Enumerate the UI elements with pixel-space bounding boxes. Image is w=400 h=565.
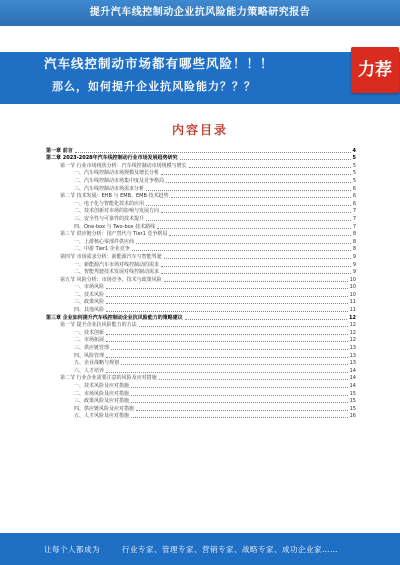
toc-entry[interactable]: [46, 397, 356, 405]
toc-entry-text: 二、技术风险: [74, 291, 105, 298]
footer-bar: [0, 533, 400, 565]
toc-entry[interactable]: [46, 275, 356, 283]
toc-page-number: 8: [352, 231, 356, 238]
toc-leader-dots: [146, 220, 351, 221]
toc-entry-text: 第五节 风险分析：市场竞争、技术与政策风险: [60, 276, 162, 283]
toc-entry[interactable]: [46, 290, 356, 298]
toc-page-number: 15: [349, 405, 356, 412]
toc-page-number: 15: [349, 390, 356, 397]
toc-leader-dots: [164, 258, 351, 259]
toc-entry[interactable]: [46, 389, 356, 397]
toc-leader-dots: [159, 379, 348, 380]
toc-leader-dots: [106, 334, 348, 335]
toc-entry-text: 第二节 技术发展：EHB 与 EMB、EMB 技术趋势: [60, 193, 169, 200]
toc-page-number: 6: [352, 185, 356, 192]
toc-leader-dots: [121, 364, 348, 365]
toc-entry[interactable]: [46, 169, 356, 177]
toc-leader-dots: [75, 152, 351, 153]
toc-page-number: 13: [349, 352, 356, 359]
toc-page-number: 14: [349, 375, 356, 382]
toc-page-number: 12: [349, 329, 356, 336]
toc-leader-dots: [166, 182, 351, 183]
toc-page-number: 11: [349, 307, 356, 314]
toc-leader-dots: [169, 235, 350, 236]
toc-leader-dots: [131, 417, 348, 418]
recommend-stamp: 力荐: [351, 47, 399, 93]
toc-entry-text: 二、技术创新对市场的影响与发展方向: [74, 208, 160, 215]
toc-entry-text: 五、企业战略与规划: [74, 360, 120, 367]
toc-leader-dots: [161, 212, 351, 213]
toc-leader-dots: [139, 326, 348, 327]
toc-page-number: 7: [352, 223, 356, 230]
toc-leader-dots: [185, 319, 347, 320]
report-title: 提升汽车线控制动企业抗风险能力策略研究报告: [89, 7, 311, 18]
toc-leader-dots: [171, 197, 351, 198]
toc-page-number: 6: [352, 200, 356, 207]
toc-leader-dots: [161, 273, 351, 274]
toc-entry-text: 一、上游核心零部件供应商: [74, 238, 135, 245]
footer-slogan-right: 行业专家、管理专家、营销专家、战略专家、成功企业家……: [122, 545, 338, 554]
toc-entry-text: 四、风险管理: [74, 352, 105, 359]
toc-leader-dots: [161, 266, 351, 267]
footer-slogan-left: 让每个人都成为: [44, 545, 100, 554]
toc-entry-text: 一、市场风险: [74, 284, 105, 291]
toc-leader-dots: [146, 205, 351, 206]
toc-page-number: 10: [349, 284, 356, 291]
toc-leader-dots: [161, 174, 351, 175]
toc-leader-dots: [180, 159, 351, 160]
toc-entry[interactable]: [46, 381, 356, 389]
toc-entry[interactable]: [46, 207, 356, 215]
toc-page-number: 12: [349, 314, 356, 321]
toc-entry-text: 三、安全性与可靠性的技术提升: [74, 215, 145, 222]
toc-leader-dots: [111, 349, 348, 350]
toc-entry[interactable]: [46, 404, 356, 412]
toc-leader-dots: [131, 387, 348, 388]
toc-entry-text: 一、技术风险及应对措施: [74, 383, 130, 389]
toc-page-number: 15: [349, 398, 356, 405]
toc-leader-dots: [106, 311, 348, 312]
toc-entry[interactable]: [46, 321, 356, 329]
toc-page-number: 14: [349, 383, 356, 389]
toc-leader-dots: [164, 281, 348, 282]
toc-entry-text: 第一节 行业市场现状分析：汽车线控制动市场规模与增长: [60, 162, 187, 169]
toc-leader-dots: [106, 288, 348, 289]
toc-leader-dots: [146, 190, 351, 191]
toc-entry[interactable]: [46, 343, 356, 351]
toc-page-number: 12: [349, 322, 356, 329]
toc-page-number: 7: [352, 208, 356, 215]
toc-entry-text: 第二章 2023-2028年汽车线控制动行业市场发展趋势研究: [46, 155, 178, 162]
toc-entry[interactable]: [46, 366, 356, 374]
toc-entry[interactable]: [46, 260, 356, 268]
toc-page-number: 5: [352, 170, 356, 177]
toc-entry[interactable]: [46, 336, 356, 344]
toc-page-number: 5: [352, 177, 356, 184]
toc-entry[interactable]: [46, 245, 356, 253]
toc-page-number: 5: [352, 155, 356, 162]
toc-entry-text: 三、政策风险: [74, 299, 105, 306]
toc-entry[interactable]: [46, 252, 356, 260]
toc-entry[interactable]: [46, 328, 356, 336]
toc-entry[interactable]: [46, 154, 356, 162]
toc-entry-text: 一、新能源汽车市场对线控制动的需求: [74, 261, 160, 268]
toc-page-number: 5: [352, 162, 356, 169]
toc-entry-text: 四、供应链风险及应对措施: [74, 405, 135, 412]
toc-page-number: 6: [352, 193, 356, 200]
toc-entry[interactable]: [46, 214, 356, 222]
toc-page-number: 9: [352, 269, 356, 276]
toc-page-number: 4: [352, 147, 356, 154]
toc-entry[interactable]: [46, 176, 356, 184]
promo-banner: [0, 52, 400, 104]
toc-entry[interactable]: [46, 237, 356, 245]
toc-page-number: 13: [349, 360, 356, 367]
toc-page-number: 11: [349, 299, 356, 306]
toc-page-number: 8: [352, 246, 356, 253]
toc-entry-text: 四、其他风险: [74, 307, 105, 314]
toc-entry-text: 第三章 企业如何提升汽车线控制动企业抗风险能力的策略建议: [46, 314, 183, 321]
toc-entry-text: 三、政策风险及应对措施: [74, 398, 130, 405]
report-header-bar: [0, 0, 400, 26]
toc-entry-text: 三、供应链管理: [74, 345, 110, 352]
toc-page-number: 12: [349, 337, 356, 344]
toc-entry[interactable]: [46, 222, 356, 230]
toc-entry[interactable]: [46, 199, 356, 207]
toc-entry[interactable]: [46, 359, 356, 367]
toc-leader-dots: [136, 410, 348, 411]
toc-entry[interactable]: [46, 161, 356, 169]
toc-page-number: 9: [352, 261, 356, 268]
toc-page-number: 9: [352, 253, 356, 260]
toc-entry[interactable]: [46, 184, 356, 192]
toc-entry-text: 二、市场风险及应对措施: [74, 390, 130, 397]
toc-entry-text: 一、技术创新: [74, 329, 105, 336]
toc-page-number: 7: [352, 215, 356, 222]
toc-entry-text: 一、汽车线控制动市场规模及增长分析: [74, 170, 160, 177]
toc-entry-text: 二、汽车线控制动市场集中度及竞争格局: [74, 177, 165, 184]
toc-leader-dots: [131, 395, 348, 396]
toc-entry-text: 第四节 市场需求分析：新能源汽车与智能驾驶: [60, 253, 162, 260]
toc-entry-text: 二、中游 Tier1 企业竞争: [74, 246, 130, 253]
toc-leader-dots: [106, 357, 348, 358]
toc-entry[interactable]: [46, 305, 356, 313]
toc-entry[interactable]: [46, 283, 356, 291]
toc-title: 内容目录: [171, 123, 228, 137]
toc-entry[interactable]: [46, 268, 356, 276]
toc-entry-text: 第一节 提升企业抗风险能力的方法: [60, 322, 137, 329]
toc-entry-text: 四、One-box 与 Two-box 技术路线: [74, 223, 156, 230]
toc-leader-dots: [106, 296, 348, 297]
toc-entry-text: 三、汽车线控制动市场需求分析: [74, 185, 145, 192]
toc-entry[interactable]: [46, 374, 356, 382]
toc-leader-dots: [106, 372, 348, 373]
toc-leader-dots: [132, 250, 351, 251]
toc-entry-text: 一、电子化与智能化技术的应用: [74, 200, 145, 207]
toc-entry[interactable]: [46, 298, 356, 306]
toc-page-number: 16: [349, 413, 356, 420]
banner-subheadline: 那么，如何提升企业抗风险能力？？？: [52, 80, 256, 93]
toc-page-number: 14: [349, 367, 356, 374]
toc-leader-dots: [157, 228, 351, 229]
toc-page-number: 8: [352, 238, 356, 245]
toc-leader-dots: [131, 402, 348, 403]
toc-entry[interactable]: [46, 351, 356, 359]
toc-entry-text: 第二节 行业企业需要注意的风险及应对措施: [60, 375, 157, 382]
toc-entry-text: 二、智能驾驶技术发展对线控制动需求: [74, 269, 160, 276]
toc-leader-dots: [106, 341, 348, 342]
table-of-contents: [46, 146, 356, 419]
toc-entry[interactable]: [46, 192, 356, 200]
toc-leader-dots: [189, 167, 351, 168]
toc-entry[interactable]: [46, 230, 356, 238]
toc-page-number: 10: [349, 276, 356, 283]
toc-page-number: 13: [349, 345, 356, 352]
toc-entry-text: 第三节 供应链分析：国产替代与 Tier1 竞争格局: [60, 231, 168, 238]
banner-headline: 汽车线控制动市场都有哪些风险！！！: [44, 56, 274, 71]
toc-entry[interactable]: [46, 313, 356, 321]
toc-page-number: 10: [349, 291, 356, 298]
toc-entry-text: 第一章 前言: [46, 147, 73, 154]
toc-leader-dots: [106, 303, 348, 304]
toc-entry[interactable]: [46, 146, 356, 154]
toc-leader-dots: [136, 243, 351, 244]
toc-entry-text: 六、人才培养: [74, 367, 105, 374]
toc-entry[interactable]: [46, 412, 356, 420]
toc-entry-text: 二、市场拓展: [74, 337, 105, 344]
toc-entry-text: 五、人才风险及应对措施: [74, 413, 130, 420]
